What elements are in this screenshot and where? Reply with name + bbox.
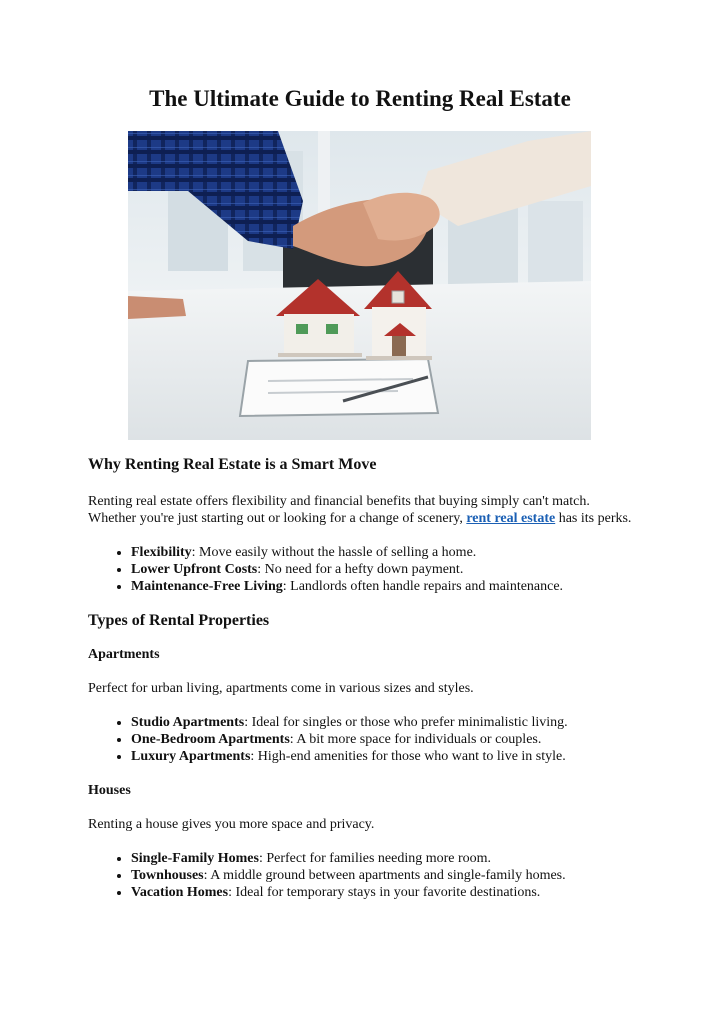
list-item-term: Studio Apartments — [131, 715, 245, 730]
list-item-text: : Perfect for families needing more room. — [258, 851, 492, 866]
list-item-term: One-Bedroom Apartments — [131, 732, 290, 747]
list-item-text: : Move easily without the hassle of selling a home. — [191, 545, 477, 560]
apartments-paragraph: Perfect for urban living, apartments come in various sizes and styles. — [88, 681, 474, 696]
list-item-text: : Ideal for singles or those who prefer minimalistic living. — [244, 715, 568, 730]
list-item-text: : High-end amenities for those who want to live in style. — [250, 749, 566, 764]
list-item-text: : A bit more space for individuals or couples. — [289, 732, 542, 747]
list-item-term: Townhouses — [131, 868, 204, 883]
subheading-apartments: Apartments — [88, 647, 160, 662]
benefits-list — [88, 544, 633, 595]
list-item — [131, 731, 633, 748]
hero-image — [128, 131, 591, 440]
section-heading-rental-types: Types of Rental Properties — [88, 612, 270, 629]
intro-paragraph — [88, 493, 633, 527]
article-body — [88, 456, 633, 901]
list-item-term: Vacation Homes — [131, 885, 229, 900]
subheading-houses: Houses — [88, 783, 131, 798]
list-item-term: Single-Family Homes — [131, 851, 259, 866]
list-item-term: Luxury Apartments — [131, 749, 251, 764]
rent-real-estate-link[interactable]: rent real estate — [466, 511, 556, 526]
list-item — [131, 578, 633, 595]
list-item — [131, 867, 633, 884]
list-item — [131, 748, 633, 765]
list-item-text: : Landlords often handle repairs and maintenance. — [282, 579, 564, 594]
list-item-text: : Ideal for temporary stays in your favorite destinations. — [228, 885, 541, 900]
houses-list — [88, 850, 633, 901]
page-title: The Ultimate Guide to Renting Real Estate — [149, 86, 571, 111]
handshake-house-illustration — [128, 131, 591, 440]
apartments-list — [88, 714, 633, 765]
list-item-text: : A middle ground between apartments and single-family homes. — [203, 868, 566, 883]
section-heading-why-renting: Why Renting Real Estate is a Smart Move — [88, 456, 377, 473]
list-item-term: Lower Upfront Costs — [131, 562, 258, 577]
list-item-term: Flexibility — [131, 545, 192, 560]
list-item-text: : No need for a hefty down payment. — [257, 562, 464, 577]
intro-text-before: Renting real estate offers flexibility and financial benefits that buying simply can't match. Whether you're just starting out or looking for a change of scenery, — [88, 494, 590, 526]
list-item — [131, 714, 633, 731]
list-item — [131, 884, 633, 901]
list-item — [131, 544, 633, 561]
list-item — [131, 561, 633, 578]
houses-paragraph: Renting a house gives you more space and privacy. — [88, 817, 375, 832]
list-item — [131, 850, 633, 867]
list-item-term: Maintenance-Free Living — [131, 579, 283, 594]
intro-text-after: has its perks. — [555, 511, 632, 526]
